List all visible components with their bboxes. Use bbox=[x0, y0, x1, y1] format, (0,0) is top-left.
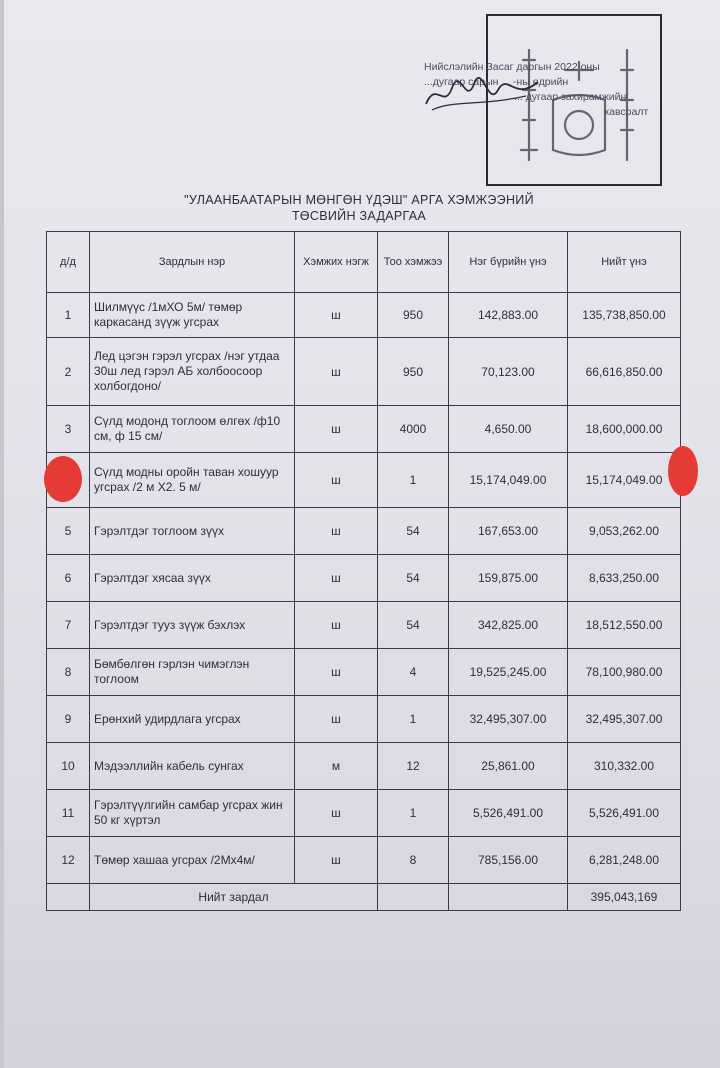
cell-total: 15,174,049.00 bbox=[568, 453, 681, 508]
cell-unit-price: 15,174,049.00 bbox=[449, 453, 568, 508]
table-row bbox=[47, 837, 681, 884]
cell-unit: ш bbox=[295, 338, 378, 406]
header-total: Нийт үнэ bbox=[568, 232, 681, 293]
cell-unit-price: 25,861.00 bbox=[449, 743, 568, 790]
cell-num: 10 bbox=[47, 743, 90, 790]
cell-unit-price: 785,156.00 bbox=[449, 837, 568, 884]
cell-unit: ш bbox=[295, 649, 378, 696]
cell-unit: ш bbox=[295, 508, 378, 555]
cell-unit: м bbox=[295, 743, 378, 790]
cell-num: 12 bbox=[47, 837, 90, 884]
cell-qty: 54 bbox=[378, 602, 449, 649]
table-row bbox=[47, 453, 681, 508]
table-row bbox=[47, 338, 681, 406]
grand-total: 395,043,169 bbox=[568, 884, 681, 911]
cell-unit-price: 167,653.00 bbox=[449, 508, 568, 555]
cell-total: 135,738,850.00 bbox=[568, 293, 681, 338]
cell-qty: 8 bbox=[378, 837, 449, 884]
cell-name: Сүлд модонд тоглоом өлгөх /ф10 см, ф 15 см/ bbox=[90, 406, 295, 453]
redaction-mark-left bbox=[44, 456, 82, 502]
cell-unit-price: 32,495,307.00 bbox=[449, 696, 568, 743]
table-row bbox=[47, 508, 681, 555]
cell-name: Бөмбөлгөн гэрлэн чимэглэн тоглоом bbox=[90, 649, 295, 696]
cell-unit: ш bbox=[295, 406, 378, 453]
cell-unit-price: 5,526,491.00 bbox=[449, 790, 568, 837]
cell-total: 78,100,980.00 bbox=[568, 649, 681, 696]
cell-qty: 950 bbox=[378, 338, 449, 406]
cell-empty bbox=[449, 884, 568, 911]
document-page bbox=[4, 0, 720, 1068]
cell-num: 9 bbox=[47, 696, 90, 743]
cell-total: 9,053,262.00 bbox=[568, 508, 681, 555]
table-row bbox=[47, 790, 681, 837]
header-unit-price: Нэг бүрийн үнэ bbox=[449, 232, 568, 293]
cell-num: 6 bbox=[47, 555, 90, 602]
cell-num: 11 bbox=[47, 790, 90, 837]
cell-total: 66,616,850.00 bbox=[568, 338, 681, 406]
cell-qty: 4000 bbox=[378, 406, 449, 453]
cell-qty: 12 bbox=[378, 743, 449, 790]
cell-unit-price: 159,875.00 bbox=[449, 555, 568, 602]
cell-unit-price: 342,825.00 bbox=[449, 602, 568, 649]
cell-qty: 54 bbox=[378, 508, 449, 555]
table-row bbox=[47, 293, 681, 338]
cell-empty bbox=[378, 884, 449, 911]
cell-total: 8,633,250.00 bbox=[568, 555, 681, 602]
cell-total: 5,526,491.00 bbox=[568, 790, 681, 837]
cell-name: Гэрэлтдэг тууз зүүж бэхлэх bbox=[90, 602, 295, 649]
approval-line-3: ... дугаар захирамжийн bbox=[514, 91, 627, 103]
cell-name: Лед цэгэн гэрэл угсрах /нэг утдаа 30ш лед гэрэл АБ холбоосоор холбогдоно/ bbox=[90, 338, 295, 406]
cell-name: Төмөр хашаа угсрах /2Мх4м/ bbox=[90, 837, 295, 884]
cell-qty: 1 bbox=[378, 790, 449, 837]
cell-total: 18,512,550.00 bbox=[568, 602, 681, 649]
cell-unit-price: 4,650.00 bbox=[449, 406, 568, 453]
cell-name: Гэрэлтүүлгийн самбар угсрах жин 50 кг хүртэл bbox=[90, 790, 295, 837]
cell-unit: ш bbox=[295, 453, 378, 508]
signature-icon bbox=[422, 76, 542, 112]
approval-line-1: Нийслэлийн Засаг даргын 2022 оны bbox=[424, 61, 600, 73]
table-row bbox=[47, 696, 681, 743]
cell-num: 2 bbox=[47, 338, 90, 406]
redaction-mark-right bbox=[668, 446, 698, 496]
cell-num: 3 bbox=[47, 406, 90, 453]
cell-unit: ш bbox=[295, 602, 378, 649]
table-total-row bbox=[47, 884, 681, 911]
cell-num: 7 bbox=[47, 602, 90, 649]
cell-num: 1 bbox=[47, 293, 90, 338]
header-qty: Тоо хэмжээ bbox=[378, 232, 449, 293]
cell-qty: 4 bbox=[378, 649, 449, 696]
cell-qty: 1 bbox=[378, 453, 449, 508]
cell-name: Гэрэлтдэг хясаа зүүх bbox=[90, 555, 295, 602]
header-num: д/д bbox=[47, 232, 90, 293]
cell-name: Гэрэлтдэг тоглоом зүүх bbox=[90, 508, 295, 555]
title-line-2: ТӨСВИЙН ЗАДАРГАА bbox=[291, 209, 427, 223]
cell-unit: ш bbox=[295, 293, 378, 338]
cell-empty bbox=[47, 884, 90, 911]
cell-total: 310,332.00 bbox=[568, 743, 681, 790]
cell-unit: ш bbox=[295, 790, 378, 837]
cell-name: Ерөнхий удирдлага угсрах bbox=[90, 696, 295, 743]
table-row bbox=[47, 602, 681, 649]
budget-table bbox=[46, 231, 681, 911]
header-unit: Хэмжих нэгж bbox=[295, 232, 378, 293]
table-header-row bbox=[47, 232, 681, 293]
cell-name: Сүлд модны оройн таван хошуур угсрах /2 м X2. 5 м/ bbox=[90, 453, 295, 508]
cell-unit: ш bbox=[295, 696, 378, 743]
cell-qty: 54 bbox=[378, 555, 449, 602]
cell-unit: ш bbox=[295, 555, 378, 602]
cell-unit: ш bbox=[295, 837, 378, 884]
cell-num: 8 bbox=[47, 649, 90, 696]
total-label: Нийт зардал bbox=[90, 884, 378, 911]
cell-name: Шилмүүс /1мХО 5м/ төмөр каркасанд зүүж угсрах bbox=[90, 293, 295, 338]
cell-unit-price: 142,883.00 bbox=[449, 293, 568, 338]
cell-name: Мэдээллийн кабель сунгах bbox=[90, 743, 295, 790]
document-title bbox=[124, 192, 594, 224]
table-row bbox=[47, 406, 681, 453]
approval-line-4: хавсралт bbox=[604, 106, 649, 118]
cell-qty: 950 bbox=[378, 293, 449, 338]
cell-total: 18,600,000.00 bbox=[568, 406, 681, 453]
table-row bbox=[47, 649, 681, 696]
header-name: Зардлын нэр bbox=[90, 232, 295, 293]
cell-qty: 1 bbox=[378, 696, 449, 743]
cell-total: 6,281,248.00 bbox=[568, 837, 681, 884]
table-row bbox=[47, 555, 681, 602]
cell-total: 32,495,307.00 bbox=[568, 696, 681, 743]
title-line-1: "УЛААНБААТАРЫН МӨНГӨН ҮДЭШ" АРГА ХЭМЖЭЭНИЙ bbox=[184, 193, 534, 207]
approval-line-2: ...дугаар сарын ... -ны өдрийн bbox=[424, 76, 569, 88]
table-row bbox=[47, 743, 681, 790]
cell-unit-price: 70,123.00 bbox=[449, 338, 568, 406]
cell-unit-price: 19,525,245.00 bbox=[449, 649, 568, 696]
cell-num: 5 bbox=[47, 508, 90, 555]
